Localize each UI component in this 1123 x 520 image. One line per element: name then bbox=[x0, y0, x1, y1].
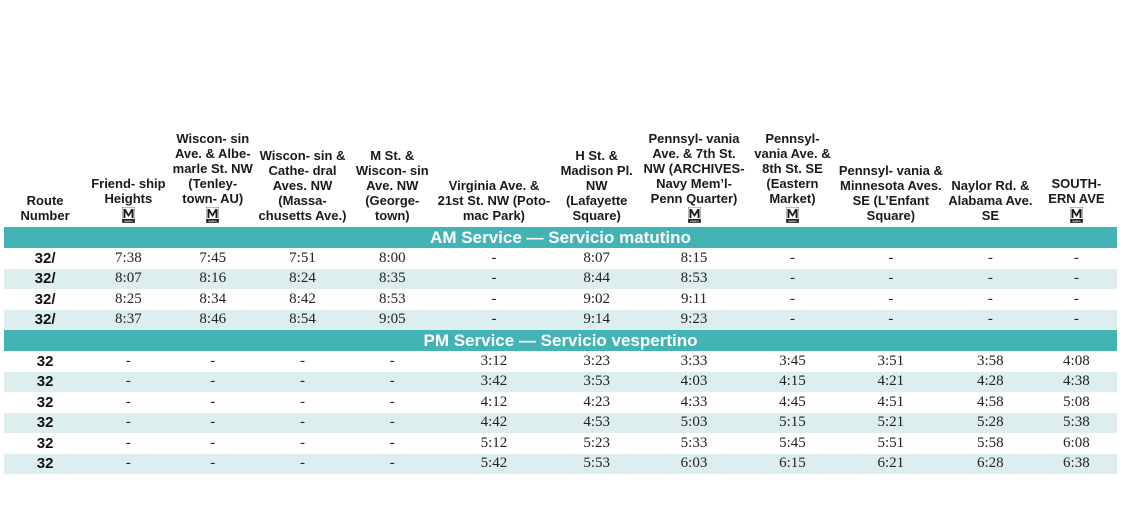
route-number-cell: 32/ bbox=[34, 249, 56, 267]
table-row bbox=[4, 433, 1117, 454]
table-row bbox=[4, 351, 1117, 372]
time-cell: 9:11 bbox=[680, 290, 708, 307]
stop-header bbox=[255, 0, 350, 227]
time-cell: - bbox=[389, 393, 395, 410]
time-cell: 3:58 bbox=[977, 352, 1004, 369]
metro-logo-icon bbox=[786, 207, 799, 223]
time-cell: 5:21 bbox=[837, 413, 945, 434]
time-cell: 8:16 bbox=[171, 269, 255, 290]
time-cell: - bbox=[210, 352, 216, 369]
time-cell: 4:53 bbox=[553, 413, 640, 434]
time-cell: 5:03 bbox=[640, 413, 748, 434]
time-cell: - bbox=[1036, 269, 1117, 290]
route-number-header bbox=[4, 0, 86, 227]
time-cell: - bbox=[434, 310, 553, 331]
svg-text:metro: metro bbox=[788, 218, 797, 223]
stop-header-label: Virginia Ave. & 21st St. NW (Poto- mac Park) bbox=[437, 178, 551, 223]
stop-header bbox=[640, 0, 748, 227]
time-cell: 3:12 bbox=[480, 352, 508, 369]
route-number-cell: 32 bbox=[4, 372, 86, 393]
time-cell: 8:07 bbox=[86, 269, 170, 290]
time-cell: 5:08 bbox=[1063, 393, 1090, 410]
stop-header bbox=[350, 0, 434, 227]
stop-header-label: Wiscon- sin Ave. & Albe- marle St. NW (Tenley- town- AU) bbox=[172, 131, 253, 206]
time-cell: 4:38 bbox=[1036, 372, 1117, 393]
stop-header-label: Friend- ship Heights bbox=[91, 176, 166, 206]
time-cell: 7:38 bbox=[115, 249, 142, 266]
time-cell: - bbox=[255, 454, 350, 475]
time-cell: - bbox=[125, 434, 131, 451]
time-cell: - bbox=[945, 269, 1036, 290]
time-cell: 4:03 bbox=[640, 372, 748, 393]
time-cell: 8:54 bbox=[255, 310, 350, 331]
time-cell: 9:14 bbox=[553, 310, 640, 331]
time-cell: 8:44 bbox=[553, 269, 640, 290]
time-cell: 4:21 bbox=[837, 372, 945, 393]
route-number-cell: 32 bbox=[36, 434, 54, 452]
table-row bbox=[4, 392, 1117, 413]
stop-header bbox=[1036, 0, 1117, 227]
table-row bbox=[4, 413, 1117, 434]
time-cell: - bbox=[945, 310, 1036, 331]
time-cell: - bbox=[350, 372, 434, 393]
time-cell: 8:00 bbox=[378, 249, 406, 266]
svg-text:metro: metro bbox=[1072, 218, 1081, 223]
time-cell: 8:37 bbox=[86, 310, 170, 331]
time-cell: - bbox=[837, 310, 945, 331]
time-cell: - bbox=[86, 413, 170, 434]
table-row bbox=[4, 310, 1117, 331]
time-cell: 4:28 bbox=[945, 372, 1036, 393]
time-cell: 7:45 bbox=[199, 249, 227, 266]
time-cell: 6:38 bbox=[1036, 454, 1117, 475]
time-cell: 4:23 bbox=[583, 393, 611, 410]
time-cell: - bbox=[1073, 249, 1079, 266]
metro-logo-icon bbox=[1070, 207, 1083, 223]
stop-header-label: SOUTH- ERN AVE bbox=[1048, 176, 1105, 206]
svg-text:metro: metro bbox=[689, 218, 699, 223]
time-cell: - bbox=[837, 269, 945, 290]
time-cell: 8:15 bbox=[680, 249, 708, 266]
table-row bbox=[4, 269, 1117, 290]
time-cell: 3:23 bbox=[583, 352, 611, 369]
time-cell: - bbox=[888, 249, 894, 266]
time-cell: 5:45 bbox=[779, 434, 806, 451]
time-cell: 8:53 bbox=[640, 269, 748, 290]
time-cell: 4:42 bbox=[434, 413, 553, 434]
svg-text:metro: metro bbox=[208, 218, 217, 223]
stop-header-label: H St. & Madison Pl. NW (Lafayette Square) bbox=[560, 148, 633, 223]
time-cell: - bbox=[1036, 310, 1117, 331]
section-title: PM Service — Servicio vespertino bbox=[4, 330, 1117, 351]
time-cell: 8:53 bbox=[378, 290, 406, 307]
time-cell: - bbox=[86, 454, 170, 475]
time-cell: 8:25 bbox=[115, 290, 142, 307]
svg-text:metro: metro bbox=[124, 218, 133, 223]
time-cell: - bbox=[171, 454, 255, 475]
metro-logo-icon bbox=[122, 207, 135, 223]
table-row bbox=[4, 248, 1117, 269]
stop-header-label: Pennsyl- vania & Minnesota Aves. SE (L’Enfant Square) bbox=[838, 163, 943, 223]
time-cell: - bbox=[210, 434, 216, 451]
stop-header bbox=[945, 0, 1036, 227]
time-cell: 5:28 bbox=[945, 413, 1036, 434]
section-title: AM Service — Servicio matutino bbox=[4, 227, 1117, 248]
time-cell: 8:42 bbox=[289, 290, 316, 307]
route-number-cell: 32/ bbox=[34, 290, 56, 308]
stop-header bbox=[86, 0, 170, 227]
time-cell: 4:58 bbox=[977, 393, 1004, 410]
time-cell: - bbox=[86, 372, 170, 393]
route-number-cell: 32 bbox=[4, 454, 86, 475]
time-cell: 9:23 bbox=[640, 310, 748, 331]
time-cell: - bbox=[125, 352, 131, 369]
time-cell: 5:53 bbox=[553, 454, 640, 475]
time-cell: - bbox=[434, 269, 553, 290]
time-cell: - bbox=[748, 269, 837, 290]
time-cell: 7:51 bbox=[289, 249, 316, 266]
time-cell: 4:08 bbox=[1063, 352, 1090, 369]
time-cell: 3:45 bbox=[779, 352, 806, 369]
time-cell: - bbox=[255, 372, 350, 393]
time-cell: - bbox=[171, 372, 255, 393]
time-cell: 4:51 bbox=[877, 393, 905, 410]
time-cell: 5:51 bbox=[877, 434, 905, 451]
table-row bbox=[4, 372, 1117, 393]
route-number-cell: 32/ bbox=[4, 269, 86, 290]
time-cell: - bbox=[389, 352, 395, 369]
stop-header bbox=[748, 0, 837, 227]
time-cell: 5:38 bbox=[1036, 413, 1117, 434]
time-cell: - bbox=[300, 352, 305, 369]
stop-header-label: Naylor Rd. & Alabama Ave. SE bbox=[948, 178, 1033, 223]
section-header-row bbox=[4, 330, 1117, 351]
table-row bbox=[4, 289, 1117, 310]
timetable bbox=[4, 0, 1117, 474]
time-cell: 8:46 bbox=[171, 310, 255, 331]
time-cell: 5:33 bbox=[680, 434, 708, 451]
time-cell: - bbox=[210, 393, 216, 410]
time-cell: 8:24 bbox=[255, 269, 350, 290]
time-cell: 8:07 bbox=[583, 249, 611, 266]
time-cell: 9:02 bbox=[583, 290, 611, 307]
time-cell: - bbox=[748, 310, 837, 331]
stop-header-label: Wiscon- sin & Cathe- dral Aves. NW (Massa- chusetts Ave.) bbox=[258, 148, 347, 223]
stop-header-row bbox=[4, 0, 1117, 227]
time-cell: 5:42 bbox=[434, 454, 553, 475]
time-cell: - bbox=[1073, 290, 1079, 307]
time-cell: - bbox=[789, 249, 795, 266]
time-cell: 3:53 bbox=[553, 372, 640, 393]
time-cell: - bbox=[350, 413, 434, 434]
time-cell: 4:12 bbox=[480, 393, 508, 410]
stop-header-label: Route Number bbox=[20, 193, 70, 223]
time-cell: - bbox=[987, 290, 993, 307]
time-cell: 6:08 bbox=[1063, 434, 1090, 451]
time-cell: 5:12 bbox=[480, 434, 508, 451]
time-cell: - bbox=[300, 393, 305, 410]
metro-logo-icon bbox=[206, 207, 219, 223]
time-cell: - bbox=[789, 290, 795, 307]
stop-header-label: M St. & Wiscon- sin Ave. NW (George- town) bbox=[355, 148, 429, 223]
time-cell: 4:15 bbox=[748, 372, 837, 393]
time-cell: - bbox=[300, 434, 305, 451]
route-number-cell: 32/ bbox=[4, 310, 86, 331]
section-header-row bbox=[4, 227, 1117, 248]
metro-logo-icon bbox=[688, 207, 701, 223]
time-cell: 6:21 bbox=[837, 454, 945, 475]
stop-header-label: Pennsyl- vania Ave. & 8th St. SE (Eastern Market) bbox=[754, 131, 831, 206]
time-cell: - bbox=[389, 434, 395, 451]
time-cell: 4:45 bbox=[779, 393, 806, 410]
stop-header bbox=[553, 0, 640, 227]
time-cell: - bbox=[888, 290, 894, 307]
time-cell: 6:15 bbox=[748, 454, 837, 475]
time-cell: 8:34 bbox=[199, 290, 227, 307]
time-cell: 8:35 bbox=[350, 269, 434, 290]
time-cell: - bbox=[987, 249, 993, 266]
time-cell: - bbox=[350, 454, 434, 475]
time-cell: - bbox=[125, 393, 131, 410]
time-cell: 5:58 bbox=[977, 434, 1004, 451]
route-number-cell: 32 bbox=[4, 413, 86, 434]
time-cell: 5:15 bbox=[748, 413, 837, 434]
time-cell: 6:28 bbox=[945, 454, 1036, 475]
time-cell: - bbox=[491, 249, 497, 266]
time-cell: 5:23 bbox=[583, 434, 611, 451]
route-number-cell: 32 bbox=[36, 352, 54, 370]
stop-header bbox=[434, 0, 553, 227]
time-cell: 4:33 bbox=[680, 393, 708, 410]
time-cell: 3:51 bbox=[877, 352, 905, 369]
time-cell: 3:33 bbox=[680, 352, 708, 369]
time-cell: - bbox=[171, 413, 255, 434]
table-row bbox=[4, 454, 1117, 475]
time-cell: 9:05 bbox=[350, 310, 434, 331]
time-cell: - bbox=[491, 290, 497, 307]
time-cell: 6:03 bbox=[640, 454, 748, 475]
time-cell: - bbox=[255, 413, 350, 434]
stop-header-label: Pennsyl- vania Ave. & 7th St. NW (ARCHIVES- Navy Mem’l-Penn Quarter) bbox=[643, 131, 745, 206]
stop-header bbox=[837, 0, 945, 227]
route-number-cell: 32 bbox=[36, 393, 54, 411]
stop-header bbox=[171, 0, 255, 227]
time-cell: 3:42 bbox=[434, 372, 553, 393]
